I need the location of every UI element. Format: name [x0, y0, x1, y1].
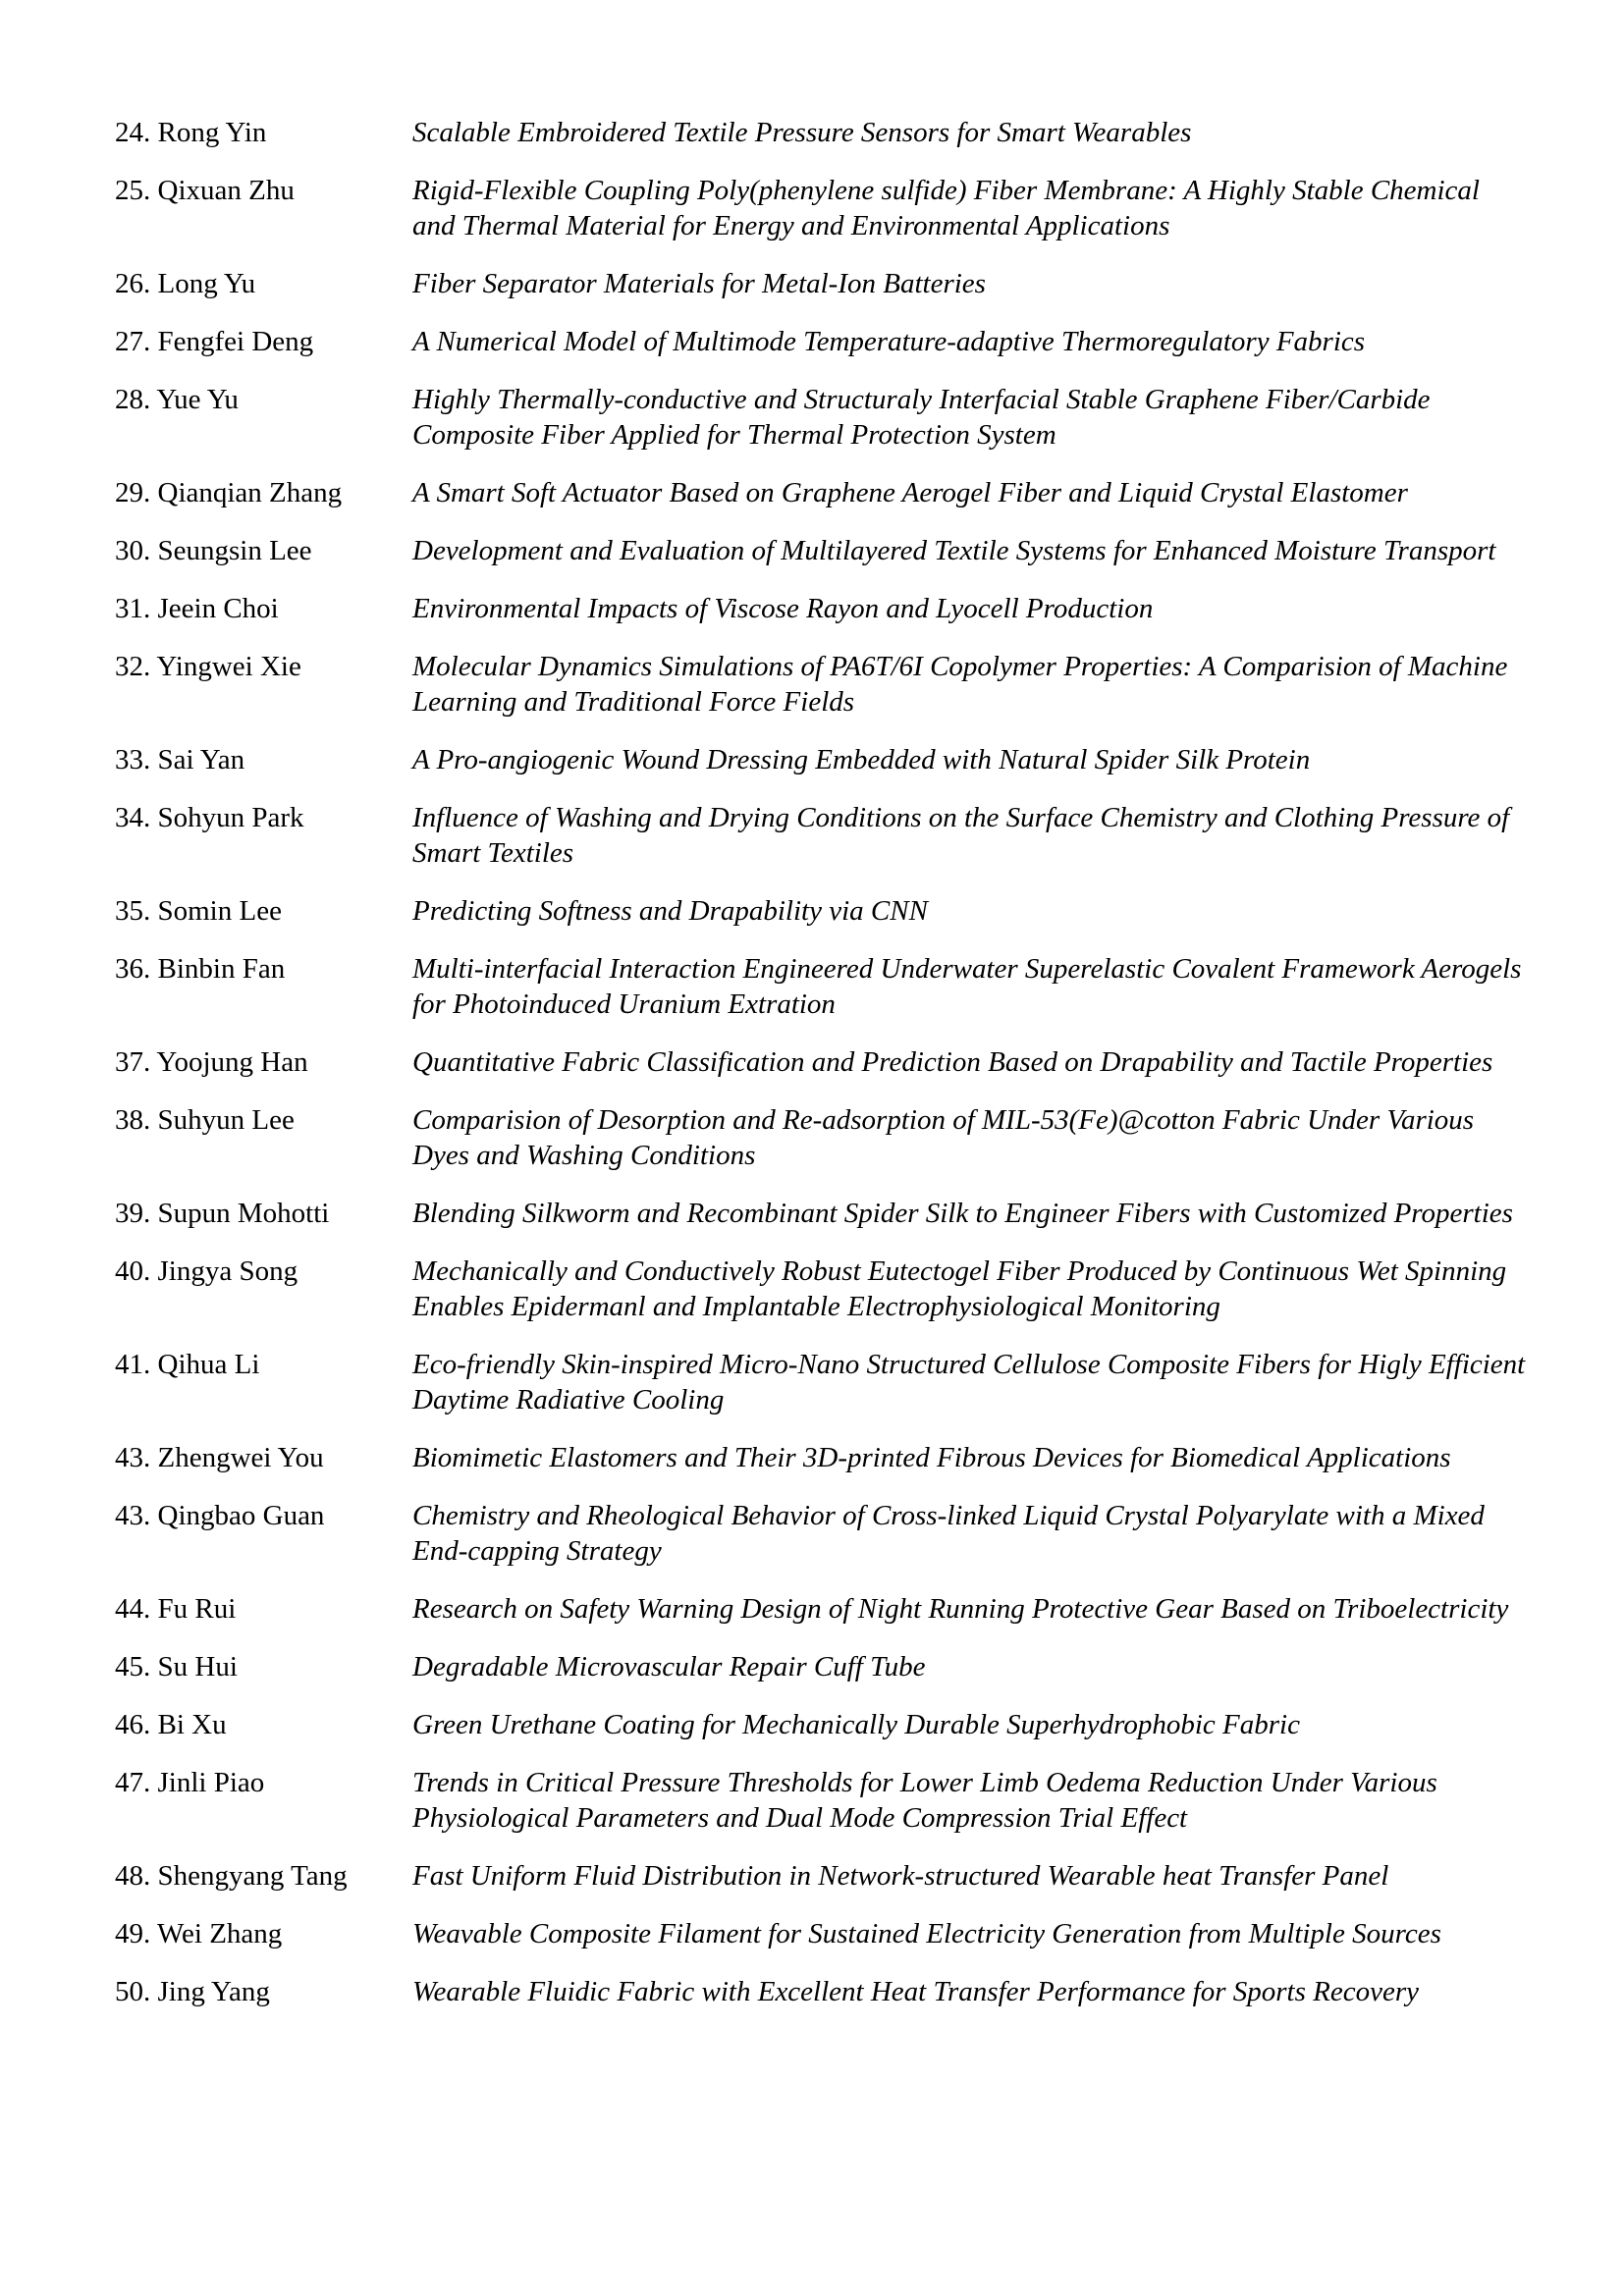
presentation-title: Highly Thermally-conductive and Structuraly Interfacial Stable Graphene Fiber/Carbide Composite Fiber Applied for Thermal Protection System	[412, 384, 1431, 451]
presenter-name: 36. Binbin Fan	[115, 953, 286, 985]
presenter-name: 40. Jingya Song	[115, 1255, 298, 1287]
presenter-name: 29. Qianqian Zhang	[115, 477, 343, 508]
presentation-title: Research on Safety Warning Design of Night Running Protective Gear Based on Triboelectricity	[412, 1593, 1509, 1625]
list-item	[115, 800, 1529, 871]
presentation-title: Scalable Embroidered Textile Pressure Sensors for Smart Wearables	[412, 117, 1192, 148]
presentation-title: Influence of Washing and Drying Conditions on the Surface Chemistry and Clothing Pressure of Smart Textiles	[412, 802, 1510, 869]
list-item	[115, 1044, 1529, 1080]
presentation-title: Quantitative Fabric Classification and Prediction Based on Drapability and Tactile Properties	[412, 1046, 1493, 1078]
list-item	[115, 1591, 1529, 1627]
presentation-title: Fast Uniform Fluid Distribution in Network-structured Wearable heat Transfer Panel	[412, 1860, 1389, 1892]
presentation-title: Weavable Composite Filament for Sustained Electricity Generation from Multiple Sources	[412, 1918, 1441, 1949]
presenter-name: 37. Yoojung Han	[115, 1046, 308, 1078]
presenter-name: 46. Bi Xu	[115, 1709, 227, 1740]
list-item	[115, 1498, 1529, 1569]
presentation-title: Comparision of Desorption and Re-adsorption of MIL-53(Fe)@cotton Fabric Under Various Dyes and Washing Conditions	[412, 1104, 1475, 1171]
presentation-title: Environmental Impacts of Viscose Rayon and Lyocell Production	[412, 593, 1154, 624]
presenter-name: 41. Qihua Li	[115, 1349, 260, 1380]
list-item	[115, 742, 1529, 777]
presenter-name: 50. Jing Yang	[115, 1976, 270, 2007]
presentation-title: Fiber Separator Materials for Metal-Ion Batteries	[412, 268, 986, 299]
list-item	[115, 115, 1529, 150]
list-item	[115, 1102, 1529, 1173]
presenter-name: 27. Fengfei Deng	[115, 326, 314, 357]
presenter-name: 49. Wei Zhang	[115, 1918, 283, 1949]
list-item	[115, 591, 1529, 626]
presentation-title: A Pro-angiogenic Wound Dressing Embedded with Natural Spider Silk Protein	[412, 744, 1311, 775]
presentation-title: Multi-interfacial Interaction Engineered Underwater Superelastic Covalent Framework Aerogels for Photoinduced Uranium Extration	[412, 953, 1522, 1020]
presentation-title: Development and Evaluation of Multilayered Textile Systems for Enhanced Moisture Transport	[412, 535, 1496, 566]
presenter-name: 44. Fu Rui	[115, 1593, 237, 1625]
presenter-name: 48. Shengyang Tang	[115, 1860, 348, 1892]
list-item	[115, 649, 1529, 720]
presenter-name: 35. Somin Lee	[115, 895, 282, 927]
presenter-name: 39. Supun Mohotti	[115, 1198, 330, 1229]
list-item	[115, 1974, 1529, 2009]
presentation-title: Wearable Fluidic Fabric with Excellent Heat Transfer Performance for Sports Recovery	[412, 1976, 1420, 2007]
presentation-title: Biomimetic Elastomers and Their 3D-printed Fibrous Devices for Biomedical Applications	[412, 1442, 1451, 1473]
presenter-name: 28. Yue Yu	[115, 384, 239, 415]
presenter-name: 34. Sohyun Park	[115, 802, 304, 833]
list-item	[115, 173, 1529, 243]
list-item	[115, 1254, 1529, 1324]
presenter-name: 32. Yingwei Xie	[115, 651, 301, 682]
list-item	[115, 1440, 1529, 1475]
presentation-title: Chemistry and Rheological Behavior of Cross-linked Liquid Crystal Polyarylate with a Mixed End-capping Strategy	[412, 1500, 1485, 1567]
list-item	[115, 1765, 1529, 1836]
presenter-name: 47. Jinli Piao	[115, 1767, 265, 1798]
presentation-title: Blending Silkworm and Recombinant Spider Silk to Engineer Fibers with Customized Properties	[412, 1198, 1513, 1229]
presentation-title: Eco-friendly Skin-inspired Micro-Nano Structured Cellulose Composite Fibers for Higly Efficient Daytime Radiative Cooling	[412, 1349, 1526, 1415]
list-item	[115, 533, 1529, 568]
presenter-name: 45. Su Hui	[115, 1651, 238, 1682]
presentation-title: Mechanically and Conductively Robust Eutectogel Fiber Produced by Continuous Wet Spinning Enables Epidermanl and Implantable Electrophysiological Monitoring	[412, 1255, 1507, 1322]
list-item	[115, 266, 1529, 301]
list-item	[115, 1649, 1529, 1684]
presenter-name: 25. Qixuan Zhu	[115, 175, 295, 206]
presenter-name: 30. Seungsin Lee	[115, 535, 312, 566]
list-item	[115, 1916, 1529, 1951]
presenter-name: 43. Zhengwei You	[115, 1442, 324, 1473]
presentation-title: Degradable Microvascular Repair Cuff Tube	[412, 1651, 926, 1682]
presentation-title: Rigid-Flexible Coupling Poly(phenylene sulfide) Fiber Membrane: A Highly Stable Chemical and Thermal Material for Energy and Environmental Applications	[412, 175, 1480, 241]
presenter-name: 24. Rong Yin	[115, 117, 267, 148]
presentation-title: Trends in Critical Pressure Thresholds for Lower Limb Oedema Reduction Under Various Physiological Parameters and Dual Mode Compression Trial Effect	[412, 1767, 1437, 1834]
list-item	[115, 324, 1529, 359]
presenter-name: 38. Suhyun Lee	[115, 1104, 295, 1136]
presentation-title: Predicting Softness and Drapability via CNN	[412, 895, 928, 927]
presenter-list	[115, 115, 1529, 2032]
list-item	[115, 1196, 1529, 1231]
list-item	[115, 1858, 1529, 1894]
presentation-title: A Numerical Model of Multimode Temperature-adaptive Thermoregulatory Fabrics	[412, 326, 1366, 357]
presenter-name: 26. Long Yu	[115, 268, 256, 299]
presentation-title: Green Urethane Coating for Mechanically Durable Superhydrophobic Fabric	[412, 1709, 1300, 1740]
list-item	[115, 1347, 1529, 1417]
presentation-title: Molecular Dynamics Simulations of PA6T/6I Copolymer Properties: A Comparision of Machine Learning and Traditional Force Fields	[412, 651, 1508, 718]
list-item	[115, 382, 1529, 453]
presenter-name: 33. Sai Yan	[115, 744, 245, 775]
list-item	[115, 951, 1529, 1022]
list-item	[115, 1707, 1529, 1742]
presentation-title: A Smart Soft Actuator Based on Graphene Aerogel Fiber and Liquid Crystal Elastomer	[412, 477, 1408, 508]
presenter-name: 43. Qingbao Guan	[115, 1500, 325, 1531]
list-item	[115, 475, 1529, 510]
list-item	[115, 893, 1529, 929]
presenter-name: 31. Jeein Choi	[115, 593, 279, 624]
